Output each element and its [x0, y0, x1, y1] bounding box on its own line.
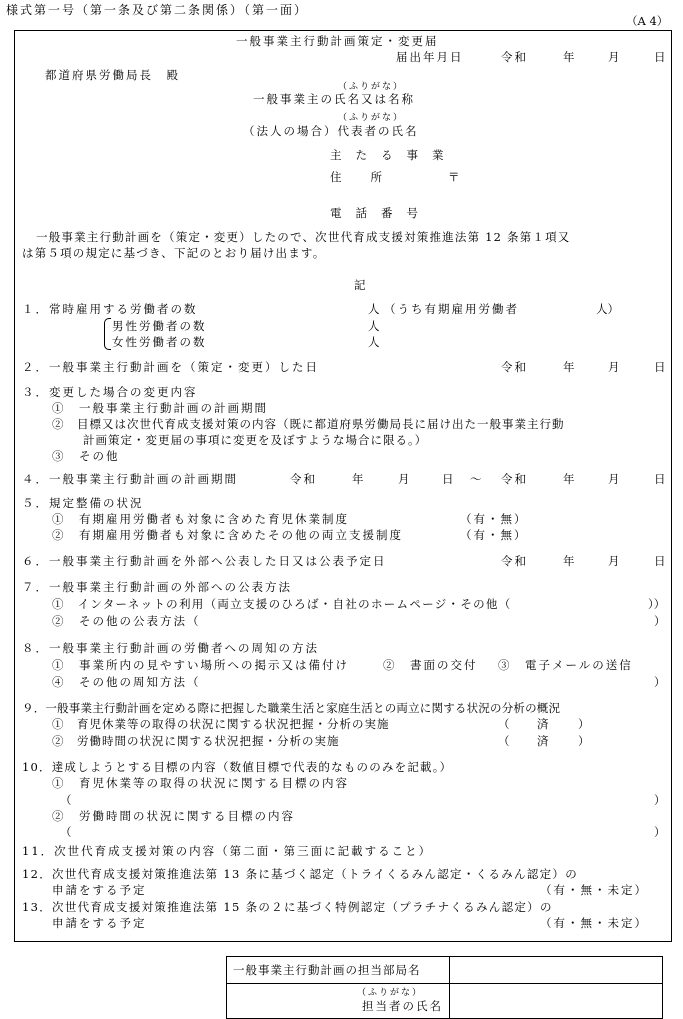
date-month: 月 — [608, 50, 620, 64]
item-7-option-1-close: ）） — [648, 597, 666, 611]
date-year: 年 — [563, 50, 575, 64]
item-12-line-2: 申請をする予定 — [52, 883, 147, 897]
item-4-start-era: 令和 — [290, 472, 317, 486]
responsible-dept-value[interactable] — [450, 957, 663, 984]
item-10-option-1-close: ） — [654, 793, 666, 807]
item-10-option-2-close: ） — [654, 825, 666, 839]
responsible-person-value[interactable] — [450, 984, 663, 1019]
item-9-option-1-done: 済 — [537, 717, 549, 731]
item-2-month: 月 — [608, 360, 620, 374]
main-business-label: 主たる事業 — [330, 148, 458, 162]
item-1-female-person: 人 — [368, 335, 380, 349]
item-9-option-1: ① 育児休業等の取得の状況に関する状況把握・分析の実施 — [52, 717, 390, 731]
item-12-choice: （有・無・未定） — [540, 883, 648, 897]
item-4-end-year: 年 — [563, 472, 575, 486]
item-2-year: 年 — [563, 360, 575, 374]
date-era: 令和 — [501, 50, 528, 64]
responsible-person-text: 担当者の氏名 — [362, 999, 443, 1014]
item-8-option-4-close: ） — [654, 675, 666, 689]
item-6-year: 年 — [563, 554, 575, 568]
item-13-line-1: 13．次世代育成支援対策推進法第 15 条の２に基づく特例認定（プラチナくるみん認定）の — [22, 900, 553, 914]
item-1-brace — [104, 318, 111, 350]
item-4-tilde: ～ — [470, 472, 482, 486]
item-5-option-2: ② 有期雇用労働者も対象に含めたその他の両立支援制度 — [52, 528, 403, 542]
ki-label: 記 — [354, 278, 366, 292]
item-7-option-2-close: ） — [654, 614, 666, 628]
item-3-option-3: ③ その他 — [52, 449, 120, 463]
item-4-start-day: 日 — [442, 472, 454, 486]
item-6-era: 令和 — [501, 554, 528, 568]
responsible-furigana: （ふりがな） — [356, 987, 423, 998]
item-3-option-1: ① 一般事業主行動計画の計画期間 — [52, 401, 268, 415]
paper-size: （A 4） — [626, 14, 669, 28]
item-10-title: 10．達成しようとする目標の内容（数値目標で代表的なもののみを記載。） — [22, 760, 453, 774]
item-4-end-month: 月 — [608, 472, 620, 486]
item-10-option-2: ② 労働時間の状況に関する目標の内容 — [52, 809, 295, 823]
item-4-end-era: 令和 — [501, 472, 528, 486]
item-12-line-1: 12．次世代育成支援対策推進法第 13 条に基づく認定（トライくるみん認定・くるみん認定）の — [22, 867, 579, 881]
item-6-day: 日 — [654, 554, 666, 568]
rep-name-label: （法人の場合）代表者の氏名 — [243, 124, 419, 138]
item-2-era: 令和 — [501, 360, 528, 374]
date-label: 届出年月日 — [396, 50, 464, 64]
intro-line-1: 一般事業主行動計画を（策定・変更）したので、次世代育成支援対策推進法第 12 条第１項又 — [36, 230, 571, 244]
item-13-choice: （有・無・未定） — [540, 916, 648, 930]
item-10-option-2-open: （ — [60, 825, 72, 839]
item-3-option-2b: 計画策定・変更届の事項に変更を及ぼすような場合に限る。） — [83, 433, 428, 447]
item-1-person: 人 — [368, 302, 380, 316]
item-4-start-month: 月 — [398, 472, 410, 486]
item-4-end-day: 日 — [654, 472, 666, 486]
item-8-title: ８．一般事業主行動計画の労働者への周知の方法 — [22, 641, 319, 655]
doc-title: 一般事業主行動計画策定・変更届 — [236, 34, 439, 48]
employer-name-label: 一般事業主の氏名又は名称 — [253, 92, 415, 106]
item-3-title: ３．変更した場合の変更内容 — [22, 385, 198, 399]
item-7-title: ７．一般事業主行動計画の外部への公表方法 — [22, 580, 292, 594]
furigana-employer: （ふりがな） — [338, 82, 405, 92]
addressee: 都道府県労働局長 殿 — [45, 68, 180, 82]
date-day: 日 — [654, 50, 666, 64]
item-1-male-label: 男性労働者の数 — [112, 319, 207, 333]
item-1-male-person: 人 — [368, 319, 380, 333]
item-7-option-2: ② その他の公表方法（ — [52, 614, 201, 628]
phone-label: 電話番号 — [330, 206, 432, 220]
item-9-option-2-open: （ — [498, 734, 510, 748]
item-8-option-2: ② 書面の交付 — [383, 658, 478, 672]
item-2-day: 日 — [654, 360, 666, 374]
item-9-option-1-close: ） — [578, 717, 590, 731]
responsible-person-label — [227, 984, 450, 1019]
postal-mark: 〒 — [448, 170, 460, 184]
item-2-title: ２．一般事業主行動計画を（策定・変更）した日 — [22, 360, 319, 374]
item-7-option-1: ① インターネットの利用（両立支援のひろば・自社のホームページ・その他（ — [52, 597, 512, 611]
item-6-title: ６．一般事業主行動計画を外部へ公表した日又は公表予定日 — [22, 554, 387, 568]
item-10-option-1-open: （ — [60, 793, 72, 807]
item-5-title: ５．規定整備の状況 — [22, 496, 144, 510]
item-3-option-2a: ② 目標又は次世代育成支援対策の内容（既に都道府県労働局長に届け出た一般事業主行動 — [52, 417, 565, 431]
item-8-option-1: ① 事業所内の見やすい場所への掲示又は備付け — [52, 658, 349, 672]
item-9-title: ９．一般事業主行動計画を定める際に把握した職業生活と家庭生活との両立に関する状況の分析の概況 — [22, 701, 561, 715]
item-5-option-1: ① 有期雇用労働者も対象に含めた育児休業制度 — [52, 512, 349, 526]
responsible-table — [226, 956, 663, 1019]
item-8-option-4: ④ その他の周知方法（ — [52, 675, 201, 689]
item-4-start-year: 年 — [352, 472, 364, 486]
item-1-title: １．常時雇用する労働者の数 — [22, 302, 198, 316]
item-11-title: 11．次世代育成支援対策の内容（第二面・第三面に記載すること） — [22, 844, 433, 858]
responsible-dept-label: 一般事業主行動計画の担当部局名 — [227, 957, 450, 984]
item-9-option-2-done: 済 — [537, 734, 549, 748]
item-1-fixed-term-end: 人） — [596, 302, 619, 316]
item-9-option-1-open: （ — [498, 717, 510, 731]
item-1-fixed-term: （うち有期雇用労働者 — [384, 302, 519, 316]
item-6-month: 月 — [608, 554, 620, 568]
furigana-rep: （ふりがな） — [338, 113, 405, 123]
item-5-option-2-choice: （有・無） — [460, 528, 528, 542]
address-label: 住 所 — [330, 170, 384, 184]
item-5-option-1-choice: （有・無） — [460, 512, 528, 526]
item-10-option-1: ① 育児休業等の取得の状況に関する目標の内容 — [52, 776, 349, 790]
item-1-female-label: 女性労働者の数 — [112, 335, 207, 349]
item-8-option-3: ③ 電子メールの送信 — [498, 658, 633, 672]
item-9-option-2: ② 労働時間の状況に関する状況把握・分析の実施 — [52, 734, 340, 748]
item-13-line-2: 申請をする予定 — [52, 916, 147, 930]
form-frame — [14, 30, 672, 942]
form-title: 様式第一号（第一条及び第二条関係）（第一面） — [6, 3, 309, 17]
item-9-option-2-close: ） — [578, 734, 590, 748]
item-4-title: ４．一般事業主行動計画の計画期間 — [22, 472, 238, 486]
intro-line-2: は第５項の規定に基づき、下記のとおり届け出ます。 — [22, 246, 326, 260]
